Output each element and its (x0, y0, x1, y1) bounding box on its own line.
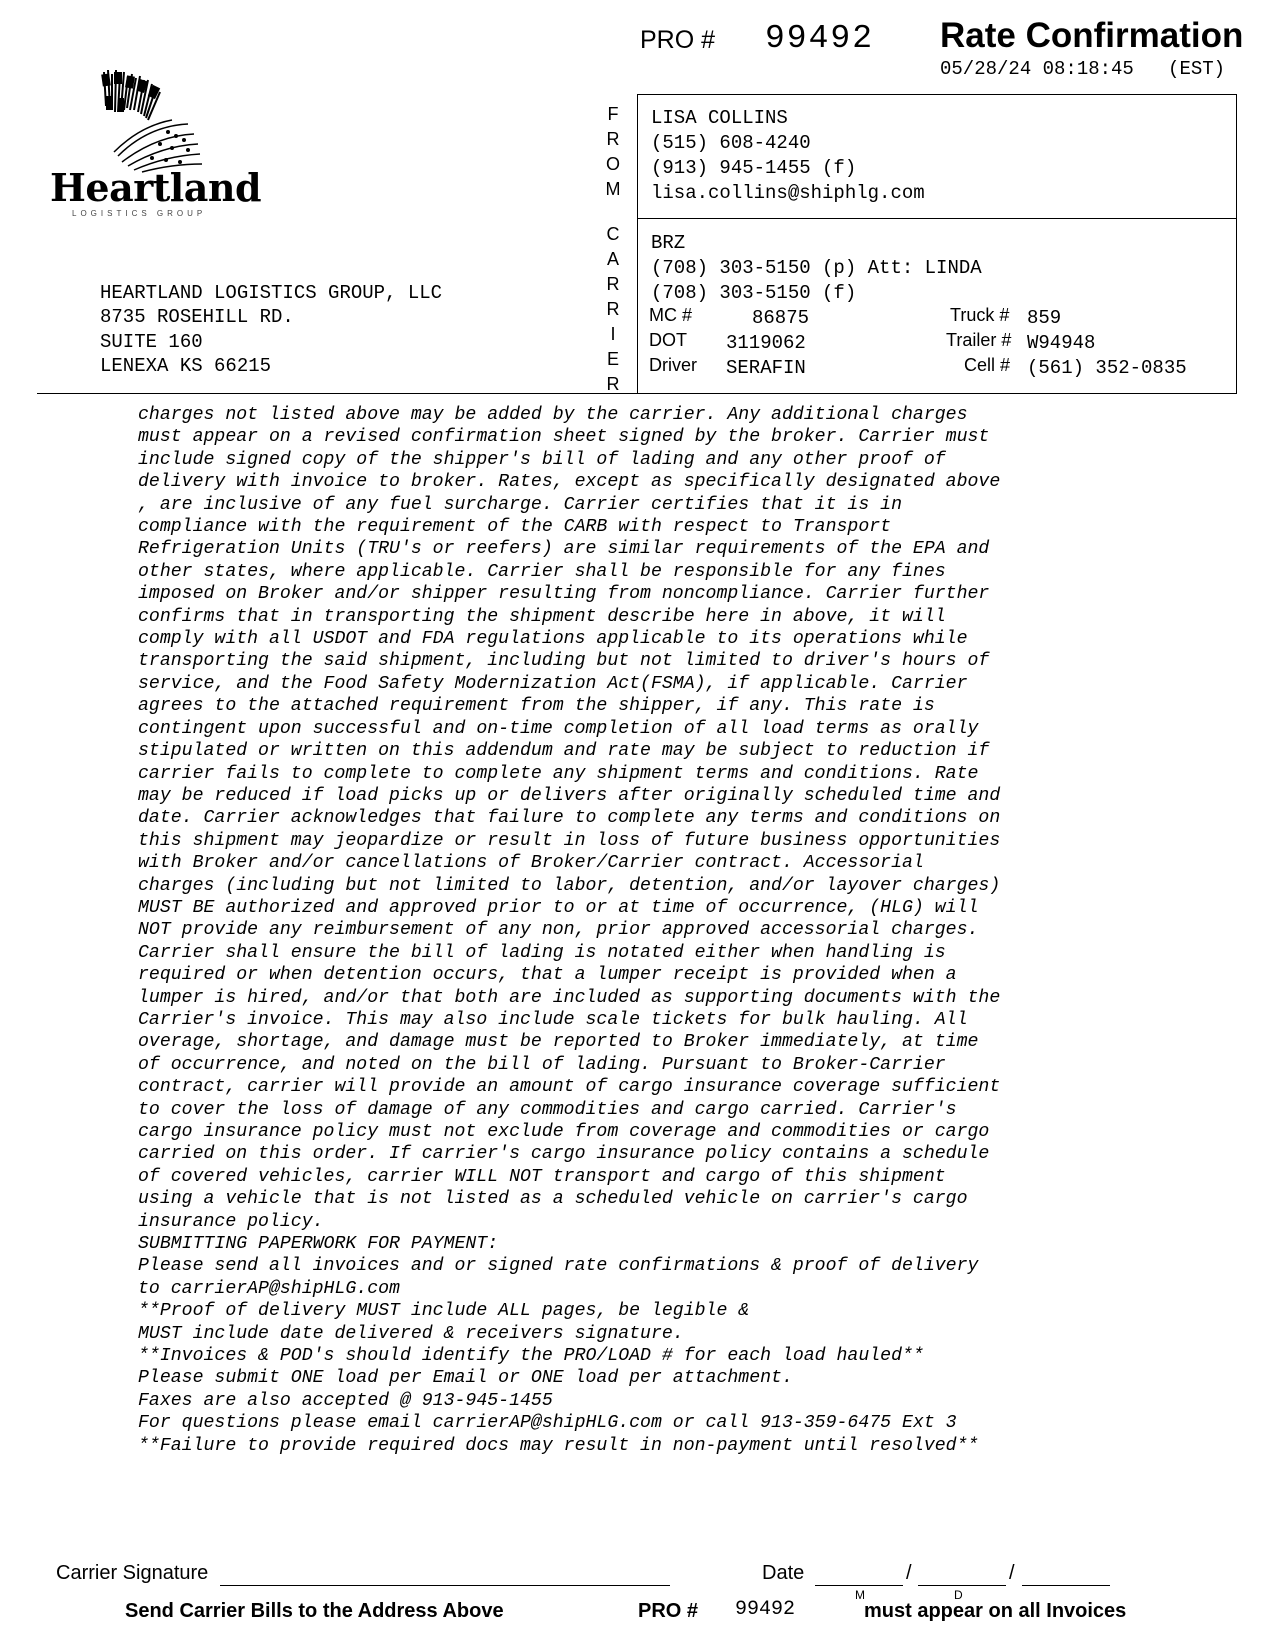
dot-value: 3119062 (726, 332, 806, 354)
dot-label: DOT (649, 330, 687, 350)
from-letter: R (606, 129, 620, 149)
carrier-letter: C (606, 224, 620, 244)
terms-line: overage, shortage, and damage must be reported to Broker immediately, at time (138, 1032, 979, 1053)
terms-line: , are inclusive of any fuel surcharge. Carrier certifies that it is in (138, 494, 902, 515)
driver-label: Driver (649, 355, 697, 375)
from-vertical-label (603, 102, 623, 202)
terms-line: must appear on a revised confirmation sheet signed by the broker. Carrier must (138, 427, 990, 448)
terms-line: comply with all USDOT and FDA regulations applicable to its operations while (138, 629, 968, 650)
day-hint: D (954, 1588, 963, 1602)
terms-line: MUST BE authorized and approved prior to or at time of occurrence, (HLG) will (138, 897, 979, 918)
signature-line[interactable] (220, 1585, 670, 1586)
mc-label: MC # (649, 305, 693, 325)
trailer-label: Trailer # (946, 330, 1012, 350)
terms-line: this shipment may jeopardize or result in loss of future business opportunities (138, 830, 1001, 851)
terms-line: cargo insurance policy must not exclude from coverage and commodities or cargo (138, 1122, 990, 1142)
carrier-letter: R (606, 299, 620, 319)
carrier-phone: (708) 303-5150 (p) Att: LINDA (651, 257, 982, 279)
carrier-letter: E (606, 349, 619, 369)
date-separator: / (906, 1562, 912, 1584)
terms-and-conditions (138, 404, 1248, 1457)
pro-number: 99492 (765, 20, 875, 57)
terms-line: transporting the said shipment, including but not limited to driver's hours of (138, 651, 990, 672)
pro-label: PRO # (640, 26, 716, 54)
from-letter: F (607, 104, 619, 124)
terms-line: with Broker and/or cancellations of Broker/Carrier contract. Accessorial (138, 853, 924, 874)
carrier-letter: I (610, 324, 616, 344)
terms-line: to carrierAP@shipHLG.com (138, 1278, 400, 1299)
terms-line: Carrier's invoice. This may also include scale tickets for bulk hauling. All (138, 1009, 968, 1030)
terms-line: MUST include date delivered & receivers signature. (138, 1323, 684, 1344)
footer-pro-label: PRO # (638, 1600, 699, 1622)
date-label: Date (762, 1562, 805, 1584)
from-email[interactable]: lisa.collins@shiphlg.com (651, 182, 925, 204)
from-letter: M (605, 179, 621, 199)
carrier-letter: R (606, 274, 620, 294)
truck-label: Truck # (950, 305, 1010, 325)
logo-wordmark: Heartland (50, 165, 262, 210)
signature-label: Carrier Signature (56, 1562, 209, 1584)
document-timestamp: 05/28/24 08:18:45 (EST) (940, 58, 1226, 80)
terms-line: For questions please email carrierAP@shipHLG.com or call 913-359-6475 Ext 3 (138, 1413, 957, 1434)
terms-line: Refrigeration Units (TRU's or reefers) are similar requirements of the EPA and (138, 539, 990, 560)
terms-line: **Invoices & POD's should identify the PRO/LOAD # for each load hauled** (138, 1346, 924, 1367)
terms-line: **Failure to provide required docs may result in non-payment until resolved** (138, 1435, 979, 1456)
terms-line: other states, where applicable. Carrier shall be responsible for any fines (138, 561, 946, 582)
terms-line: contingent upon successful and on-time completion of all load terms as orally (138, 718, 979, 739)
terms-line: carrier fails to complete to complete any shipment terms and conditions. Rate (138, 763, 979, 784)
company-name: HEARTLAND LOGISTICS GROUP, LLC (100, 282, 443, 304)
month-hint: M (855, 1588, 865, 1602)
terms-line: charges (including but not limited to labor, detention, and/or layover charges) (138, 875, 1001, 896)
carrier-vertical-label (603, 222, 623, 397)
terms-line: insurance policy. (138, 1211, 324, 1232)
footer-pro-number: 99492 (735, 1598, 796, 1621)
terms-line: compliance with the requirement of the CARB with respect to Transport (138, 517, 892, 538)
terms-line: Faxes are also accepted @ 913-945-1455 (138, 1390, 553, 1411)
carrier-fax: (708) 303-5150 (f) (651, 282, 857, 304)
terms-line: **Proof of delivery MUST include ALL pages, be legible & (138, 1301, 750, 1322)
terms-line: contract, carrier will provide an amount of cargo insurance coverage sufficient (138, 1077, 1001, 1098)
carrier-name: BRZ (651, 232, 686, 254)
terms-line: required or when detention occurs, that a lumper receipt is provided when a (138, 965, 957, 986)
cell-value: (561) 352-0835 (1027, 357, 1187, 379)
date-year-line[interactable] (1022, 1585, 1110, 1586)
terms-line: charges not listed above may be added by the carrier. Any additional charges (138, 405, 968, 425)
cell-label: Cell # (964, 355, 1011, 375)
from-phone: (515) 608-4240 (651, 132, 811, 154)
terms-line: of occurrence, and noted on the bill of lading. Pursuant to Broker-Carrier (138, 1054, 946, 1075)
carrier-letter: A (606, 249, 619, 269)
from-fax: (913) 945-1455 (f) (651, 157, 857, 179)
date-day-line[interactable] (918, 1585, 1006, 1586)
bills-note: Send Carrier Bills to the Address Above (125, 1600, 504, 1622)
truck-value: 859 (1027, 307, 1062, 329)
company-city: LENEXA KS 66215 (100, 355, 272, 377)
terms-line: lumper is hired, and/or that both are included as supporting documents with the (138, 987, 1001, 1008)
terms-line: agrees to the attached requirement from the shipper, if any. This rate is (138, 696, 935, 717)
company-street: 8735 ROSEHILL RD. (100, 306, 294, 328)
terms-line: include signed copy of the shipper's bill of lading and any other proof of (138, 449, 946, 470)
terms-line: Please send all invoices and or signed rate confirmations & proof of delivery (138, 1256, 979, 1277)
terms-line: Carrier shall ensure the bill of lading is notated either when handling is (138, 942, 946, 963)
from-name: LISA COLLINS (651, 107, 788, 129)
terms-line: of covered vehicles, carrier WILL NOT transport and cargo of this shipment (138, 1166, 946, 1187)
terms-line: NOT provide any reimbursement of any non, prior approved accessorial charges. (138, 920, 979, 941)
from-letter: O (605, 154, 620, 174)
trailer-value: W94948 (1027, 332, 1096, 354)
terms-line: date. Carrier acknowledges that failure to complete any terms and conditions on (138, 808, 1001, 829)
document-title: Rate Confirmation (940, 16, 1244, 55)
terms-line: delivery with invoice to broker. Rates, except as specifically designated above (138, 472, 1001, 493)
date-month-line[interactable] (815, 1585, 903, 1586)
terms-line: using a vehicle that is not listed as a scheduled vehicle on carrier's cargo (138, 1189, 968, 1210)
terms-line: carried on this order. If carrier's cargo insurance policy contains a schedule (138, 1144, 990, 1165)
carrier-letter: R (606, 374, 620, 394)
section-divider (37, 393, 1237, 394)
terms-line: confirms that in transporting the shipment describe here in above, it will (138, 606, 946, 627)
terms-line: SUBMITTING PAPERWORK FOR PAYMENT: (138, 1234, 499, 1255)
terms-line: Please submit ONE load per Email or ONE load per attachment. (138, 1368, 793, 1389)
terms-line: stipulated or written on this addendum and rate may be subject to reduction if (138, 741, 990, 762)
company-suite: SUITE 160 (100, 331, 203, 353)
terms-line: may be reduced if load picks up or delivers after originally scheduled time and (138, 785, 1001, 806)
invoice-note: must appear on all Invoices (864, 1600, 1127, 1622)
terms-line: imposed on Broker and/or shipper resulting from noncompliance. Carrier further (138, 584, 990, 605)
driver-value: SERAFIN (726, 357, 806, 379)
logo-tagline: LOGISTICS GROUP (72, 209, 207, 218)
mc-value: 86875 (752, 307, 810, 329)
terms-line: to cover the loss of damage of any commodities and cargo carried. Carrier's (138, 1099, 957, 1120)
date-separator: / (1009, 1562, 1015, 1584)
terms-line: service, and the Food Safety Modernization Act(FSMA), if applicable. Carrier (138, 673, 968, 694)
